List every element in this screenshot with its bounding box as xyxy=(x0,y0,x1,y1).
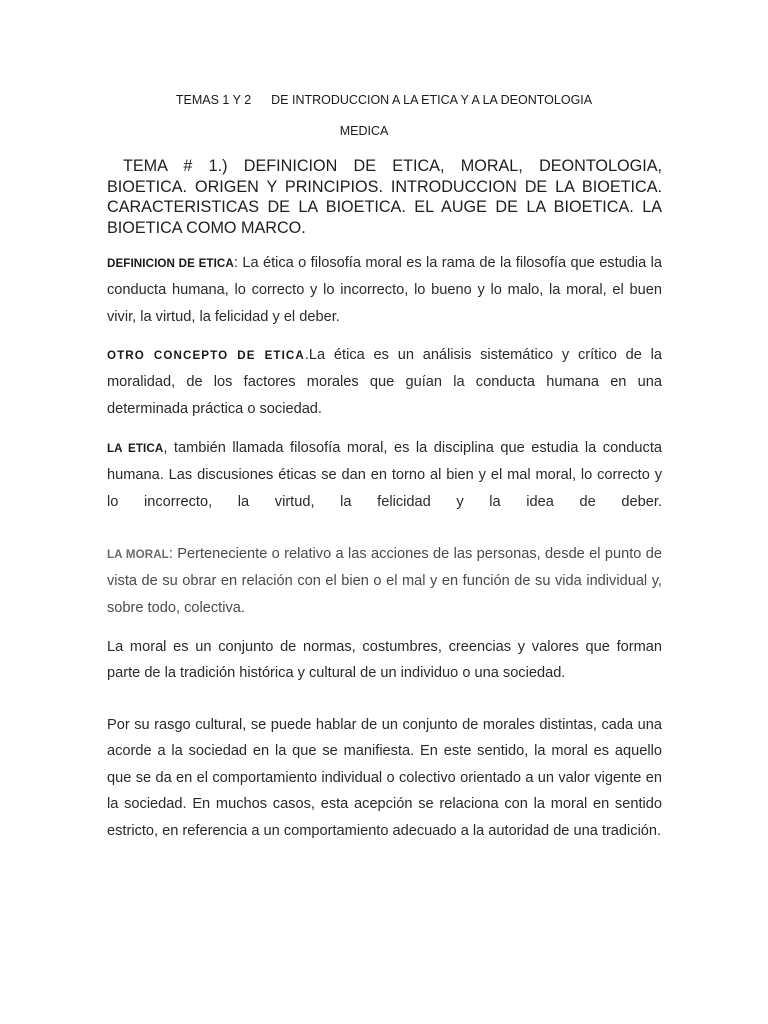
paragraph-rasgo-cultural: Por su rasgo cultural, se puede hablar de un conjunto de morales distintas, cada una acorde a la sociedad en la que se manifiesta. En este sentido, la moral es aquello que se da en el comportamiento individual o colectivo orientado a un valor vigente en la sociedad. En muchos casos, esta acepción se relaciona con la moral en sentido estricto, en referencia a un comportamiento adecuado a la autoridad de una tradición. xyxy=(107,717,662,839)
title-part-2: DE INTRODUCCION A LA ETICA Y A LA DEONTOLOGIA xyxy=(271,93,593,107)
paragraph-text: , también llamada filosofía moral, es la disciplina que estudia la conducta humana. Las discusiones éticas se dan en torno al bien y el mal moral, lo correcto y lo incorrecto, la virtud, la felicidad y la idea de deber. xyxy=(107,440,663,510)
paragraph-lead: LA MORAL xyxy=(107,548,169,561)
paragraph-moral-conjunto: La moral es un conjunto de normas, costumbres, creencias y valores que forman parte de la tradición histórica y cultural de un individuo o una sociedad. xyxy=(107,639,662,682)
paragraph-text: .La ética es un análisis sistemático y crítico de la moralidad, de los factores morales que guían la conducta humana en una determinada práctica o sociedad. xyxy=(107,347,662,417)
paragraph-lead: DEFINICION DE ETICA xyxy=(107,257,234,270)
title-part-1: TEMAS 1 Y 2 xyxy=(175,93,252,107)
paragraph-otro-concepto xyxy=(107,342,662,422)
paragraph-lead: OTRO CONCEPTO DE ETICA xyxy=(107,349,305,362)
paragraph-text: : Perteneciente o relativo a las acciones de las personas, desde el punto de vista de su obrar en relación con el bien o el mal y en función de su vida individual y, sobre todo, colectiva. xyxy=(107,546,662,616)
paragraph-text: : La ética o filosofía moral es la rama de la filosofía que estudia la conducta humana, lo correcto y lo incorrecto, lo bueno y lo malo, la moral, el buen vivir, la virtud, la felicidad y el deber. xyxy=(107,255,662,325)
paragraph-la-moral xyxy=(107,541,662,621)
paragraph-lead: LA ETICA xyxy=(107,442,164,455)
document-title xyxy=(0,93,768,107)
topic-heading: TEMA # 1.) DEFINICION DE ETICA, MORAL, DEONTOLOGIA, BIOETICA. ORIGEN Y PRINCIPIOS. INTRODUCCION DE LA BIOETICA. CARACTERISTICAS DE LA BIOETICA. EL AUGE DE LA BIOETICA. LA BIOETICA COMO MARCO. xyxy=(107,157,662,237)
paragraph-definicion-etica xyxy=(107,250,662,330)
document-title-line-2: MEDICA xyxy=(339,124,389,138)
paragraph-la-etica xyxy=(107,435,662,515)
